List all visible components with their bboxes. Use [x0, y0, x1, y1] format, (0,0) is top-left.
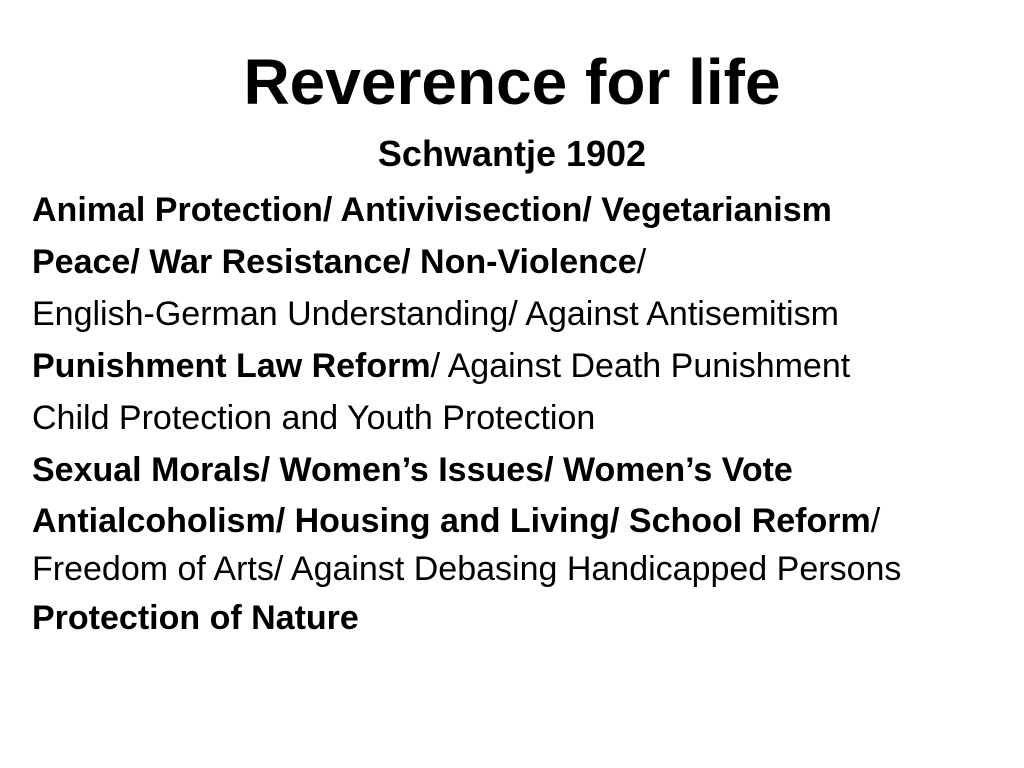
topic-text: Peace/ War Resistance/ Non-Violence — [32, 243, 637, 281]
topic-list — [32, 188, 1007, 648]
topic-item — [32, 548, 1007, 590]
topic-item — [32, 396, 1007, 440]
topic-text: / — [636, 243, 647, 281]
topic-text: English-German Understanding/ Against Antisemitism — [32, 295, 839, 333]
slide-subtitle: Schwantje 1902 — [377, 133, 647, 174]
topic-text: Punishment Law Reform — [32, 347, 431, 385]
topic-item — [32, 240, 1007, 284]
topic-item — [32, 292, 1007, 336]
topic-item — [32, 500, 1007, 542]
slide-title: Reverence for life — [243, 46, 781, 118]
topic-text: Child Protection and Youth Protection — [32, 399, 596, 437]
topic-item — [32, 448, 1007, 492]
topic-text: Antialcoholism/ Housing and Living/ School Reform — [32, 502, 871, 540]
topic-text: Protection of Nature — [32, 599, 359, 637]
topic-item — [32, 188, 1007, 232]
topic-item — [32, 596, 1007, 640]
topic-text: Sexual Morals/ Women’s Issues/ Women’s Vote — [32, 451, 793, 489]
topic-item — [32, 344, 1007, 388]
topic-text: / — [870, 502, 881, 540]
topic-text: Animal Protection/ Antivivisection/ Vegetarianism — [32, 191, 832, 229]
topic-text: Freedom of Arts/ Against Debasing Handicapped Persons — [32, 550, 902, 588]
topic-text: / Against Death Punishment — [430, 347, 851, 385]
